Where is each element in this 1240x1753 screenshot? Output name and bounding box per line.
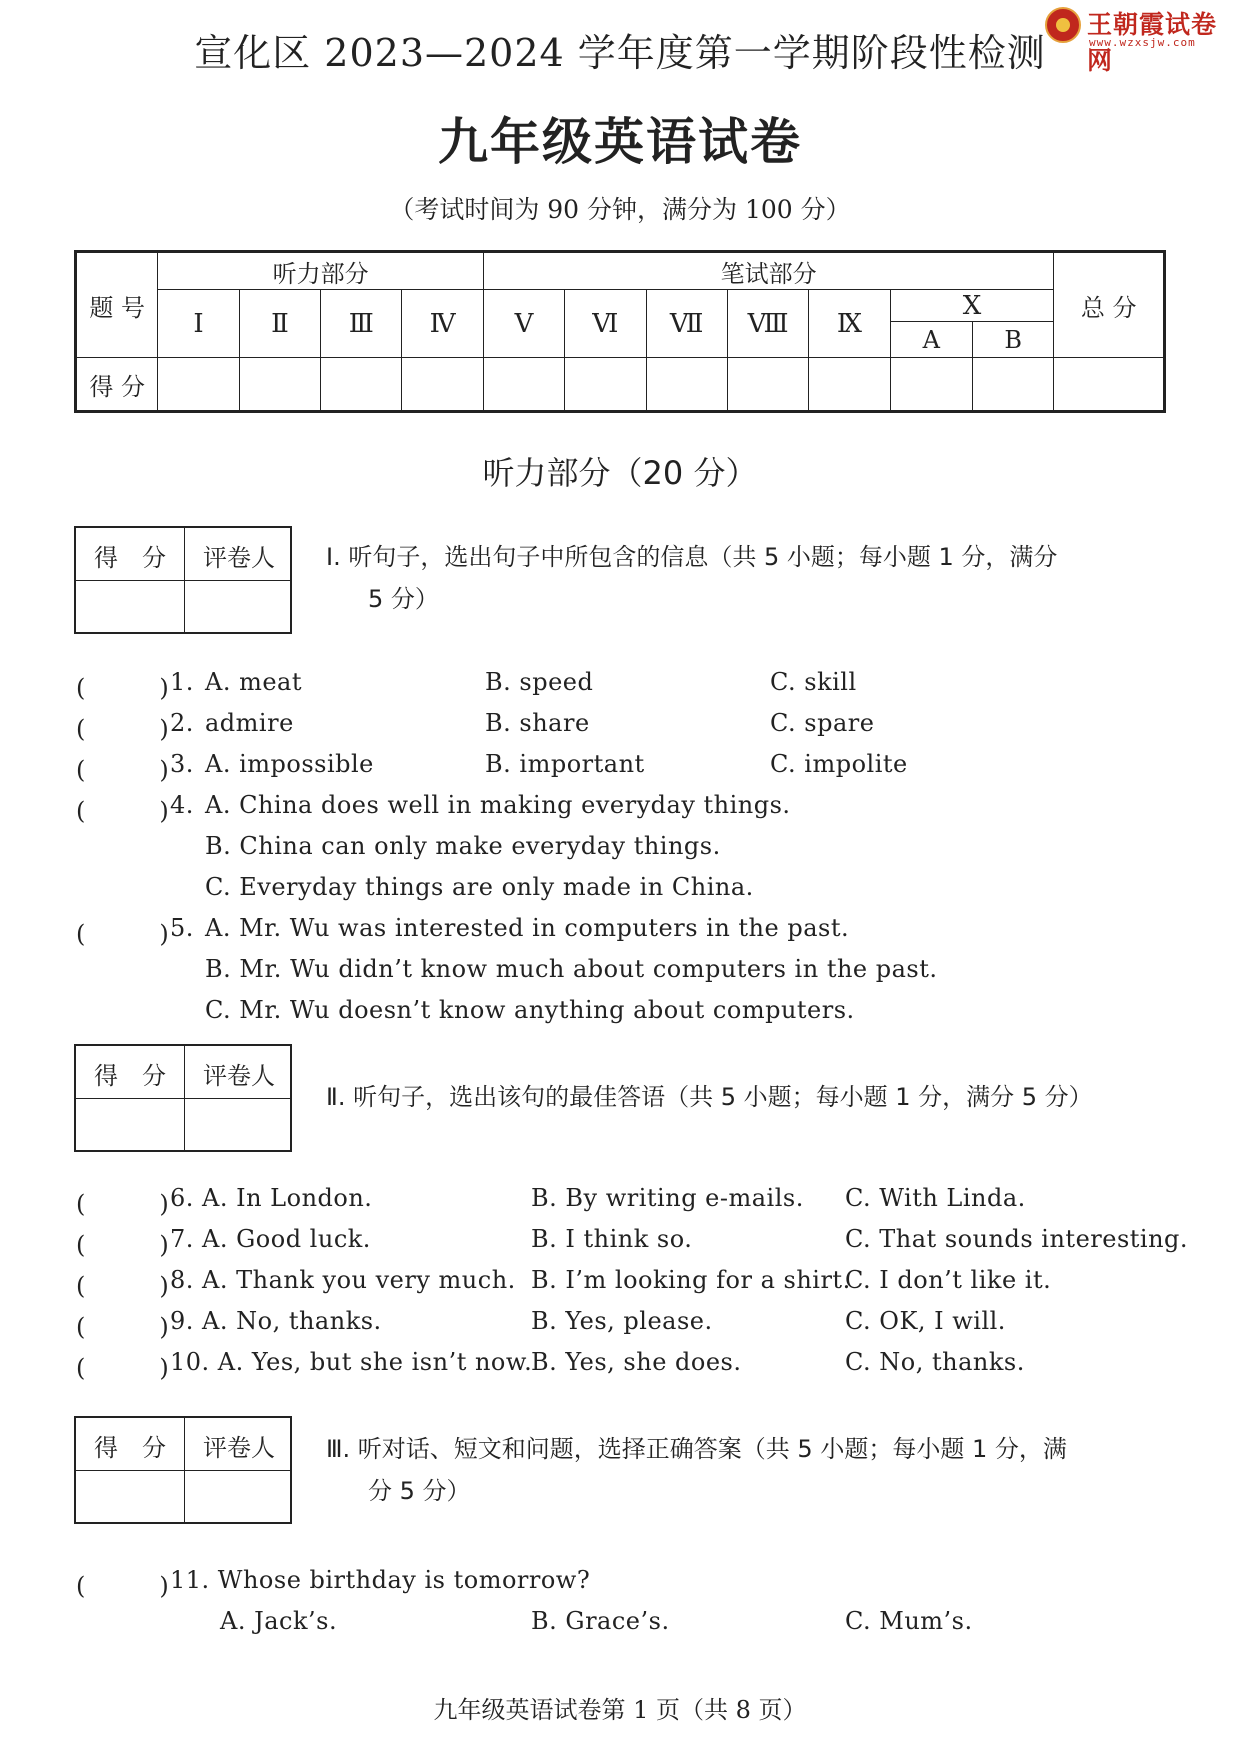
score-label: 得 分 <box>76 358 158 412</box>
q6-option-c: C. With Linda. <box>845 1184 1026 1212</box>
score-cell[interactable] <box>321 358 402 412</box>
part2-instruction: Ⅱ. 听句子，选出该句的最佳答语（共 5 小题；每小题 1 分，满分 5 分） <box>326 1083 1093 1111</box>
exam-subtitle: （考试时间为 90 分钟，满分为 100 分） <box>389 195 851 224</box>
roman-4: Ⅳ <box>402 290 483 358</box>
exam-title: 宣化区 2023—2024 学年度第一学期阶段性检测 <box>194 31 1046 75</box>
q5-option-c: C. Mr. Wu doesn’t know anything about computers. <box>205 996 855 1024</box>
roman-9: Ⅸ <box>809 290 890 358</box>
q2-number: 2. <box>170 709 194 737</box>
score-cell[interactable] <box>646 358 727 412</box>
q7-option-a: 7. A. Good luck. <box>170 1225 371 1253</box>
q1-number: 1. <box>170 668 194 696</box>
grader-box <box>74 1044 292 1152</box>
q11-stem: 11. Whose birthday is tomorrow? <box>170 1566 591 1594</box>
q8-option-b: B. I’m looking for a shirt. <box>531 1266 851 1294</box>
roman-2: Ⅱ <box>239 290 320 358</box>
answer-blank[interactable]: ( ) <box>76 1572 170 1600</box>
part3-instruction: Ⅲ. 听对话、短文和问题，选择正确答案（共 5 小题；每小题 1 分，满 分 5 分） <box>326 1435 1067 1505</box>
q11-option-c: C. Mum’s. <box>845 1607 973 1635</box>
part1-instruction: Ⅰ. 听句子，选出句子中所包含的信息（共 5 小题；每小题 1 分，满分 5 分） <box>326 543 1058 613</box>
score-cell[interactable] <box>239 358 320 412</box>
roman-6: Ⅵ <box>565 290 646 358</box>
q7-option-c: C. That sounds interesting. <box>845 1225 1189 1253</box>
answer-blank[interactable]: ( ) <box>76 1272 170 1300</box>
grader-reviewer-label: 评卷人 <box>203 544 275 572</box>
roman-5: Ⅴ <box>483 290 564 358</box>
q8-option-c: C. I don’t like it. <box>845 1266 1052 1294</box>
q2-option-a: admire <box>205 709 294 737</box>
roman-3: Ⅲ <box>321 290 402 358</box>
score-cell[interactable] <box>565 358 646 412</box>
q6-option-b: B. By writing e-mails. <box>531 1184 804 1212</box>
listening-header: 听力部分 <box>158 252 483 290</box>
total-score-cell[interactable] <box>1054 358 1165 412</box>
main-title: 九年级英语试卷 <box>438 112 802 171</box>
sub-b: B <box>972 322 1053 358</box>
grader-box <box>74 526 292 634</box>
answer-blank[interactable]: ( ) <box>76 1354 170 1382</box>
q1-option-b: B. speed <box>485 668 594 696</box>
answer-blank[interactable]: ( ) <box>76 1190 170 1218</box>
q2-option-c: C. spare <box>770 709 875 737</box>
score-cell[interactable] <box>402 358 483 412</box>
answer-blank[interactable]: ( ) <box>76 756 170 784</box>
score-cell[interactable] <box>809 358 890 412</box>
q10-option-b: B. Yes, she does. <box>531 1348 742 1376</box>
q3-option-c: C. impolite <box>770 750 908 778</box>
q10-option-a: 10. A. Yes, but she isn’t now. <box>170 1348 533 1376</box>
q11-option-b: B. Grace’s. <box>531 1607 670 1635</box>
score-cell[interactable] <box>483 358 564 412</box>
q11-option-a: A. Jack’s. <box>220 1607 338 1635</box>
q4-number: 4. <box>170 791 194 819</box>
score-cell[interactable] <box>727 358 808 412</box>
q3-option-a: A. impossible <box>205 750 374 778</box>
total-label: 总 分 <box>1054 252 1165 358</box>
roman-10: Ⅹ <box>890 290 1054 322</box>
q8-option-a: 8. A. Thank you very much. <box>170 1266 516 1294</box>
q3-number: 3. <box>170 750 194 778</box>
grader-box <box>74 1416 292 1524</box>
question-number-label: 题 号 <box>76 252 158 358</box>
grader-score-label: 得 分 <box>94 544 166 572</box>
roman-8: Ⅷ <box>727 290 808 358</box>
score-cell[interactable] <box>890 358 972 412</box>
grader-reviewer-label: 评卷人 <box>203 1434 275 1462</box>
q9-option-a: 9. A. No, thanks. <box>170 1307 382 1335</box>
roman-7: Ⅶ <box>646 290 727 358</box>
q4-option-b: B. China can only make everyday things. <box>205 832 721 860</box>
q4-option-a: A. China does well in making everyday things. <box>205 791 791 819</box>
answer-blank[interactable]: ( ) <box>76 715 170 743</box>
grader-score-label: 得 分 <box>94 1434 166 1462</box>
sub-a: A <box>890 322 972 358</box>
q7-option-b: B. I think so. <box>531 1225 693 1253</box>
q5-option-b: B. Mr. Wu didn’t know much about computers in the past. <box>205 955 938 983</box>
q2-option-b: B. share <box>485 709 590 737</box>
q10-option-c: C. No, thanks. <box>845 1348 1025 1376</box>
answer-blank[interactable]: ( ) <box>76 920 170 948</box>
q6-option-a: 6. A. In London. <box>170 1184 373 1212</box>
writing-header: 笔试部分 <box>483 252 1054 290</box>
watermark-seal-icon <box>1045 7 1081 43</box>
answer-blank[interactable]: ( ) <box>76 674 170 702</box>
grader-score-label: 得 分 <box>94 1062 166 1090</box>
score-table <box>74 250 1166 413</box>
score-cell[interactable] <box>972 358 1053 412</box>
q9-option-c: C. OK, I will. <box>845 1307 1006 1335</box>
watermark-logo <box>1045 5 1235 75</box>
watermark-name: 王朝霞试卷网 <box>1087 10 1218 75</box>
listening-section-heading: 听力部分（20 分） <box>482 454 758 492</box>
q1-option-c: C. skill <box>770 668 857 696</box>
grader-reviewer-label: 评卷人 <box>203 1062 275 1090</box>
page-footer: 九年级英语试卷第 1 页（共 8 页） <box>433 1696 807 1724</box>
q5-number: 5. <box>170 914 194 942</box>
answer-blank[interactable]: ( ) <box>76 1231 170 1259</box>
answer-blank[interactable]: ( ) <box>76 1313 170 1341</box>
watermark-url: www.wzxsjw.com <box>1089 36 1196 49</box>
q4-option-c: C. Everyday things are only made in China. <box>205 873 754 901</box>
score-cell[interactable] <box>158 358 239 412</box>
q3-option-b: B. important <box>485 750 645 778</box>
q1-option-a: A. meat <box>205 668 303 696</box>
roman-1: Ⅰ <box>158 290 239 358</box>
q9-option-b: B. Yes, please. <box>531 1307 713 1335</box>
q5-option-a: A. Mr. Wu was interested in computers in the past. <box>205 914 850 942</box>
answer-blank[interactable]: ( ) <box>76 797 170 825</box>
